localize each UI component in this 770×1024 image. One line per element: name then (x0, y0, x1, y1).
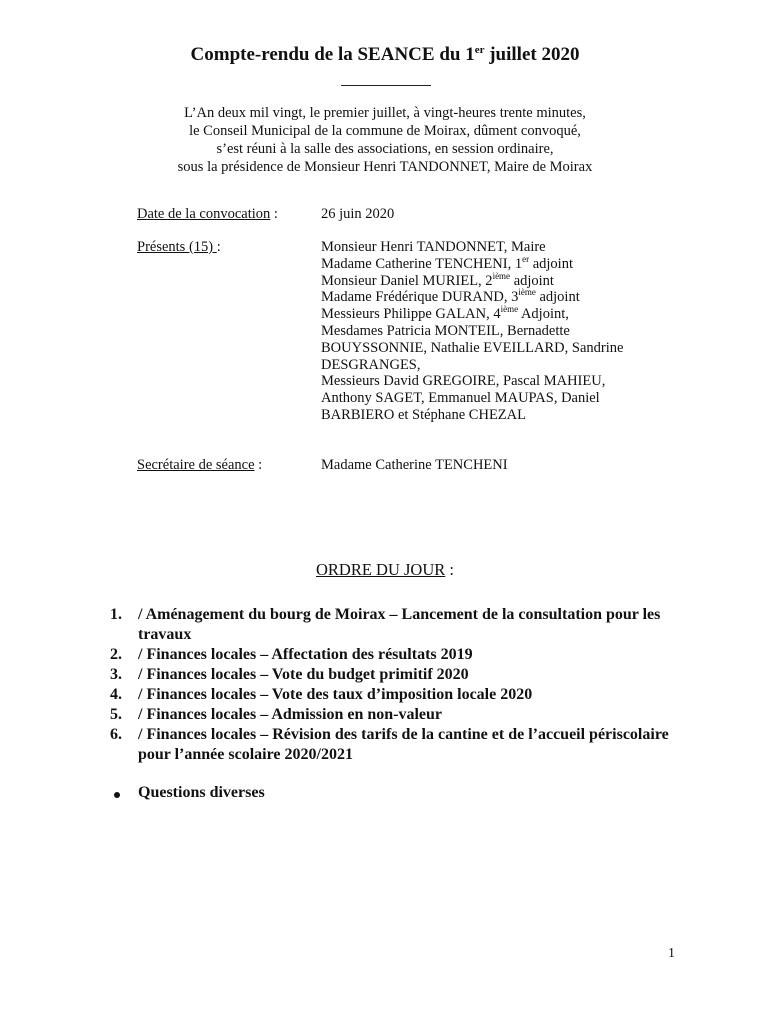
convocation-value: 26 juin 2020 (321, 206, 395, 222)
agenda-item-number: 1. (110, 606, 122, 623)
agenda-item (110, 685, 700, 705)
page-number: 1 (668, 946, 675, 961)
presents-line: Monsieur Daniel MURIEL, 2ième adjoint (321, 270, 554, 289)
agenda-item-number: 5. (110, 706, 122, 723)
agenda-item-text: / Aménagement du bourg de Moirax – Lancement de la consultation pour les travaux (138, 606, 661, 643)
title-superscript: er (474, 44, 485, 56)
questions-diverses-text: Questions diverses (138, 784, 265, 801)
intro-line: s’est réuni à la salle des associations, en session ordinaire, (216, 141, 554, 157)
title-prefix: Compte-rendu de la SEANCE du 1 (190, 44, 475, 65)
intro-paragraph (0, 104, 770, 176)
secretaire-label: Secrétaire de séance : (137, 457, 263, 473)
agenda-item-number: 4. (110, 686, 122, 703)
page-title (0, 44, 770, 66)
agenda-item (110, 605, 700, 645)
presents-line: Messieurs David GREGOIRE, Pascal MAHIEU, (321, 373, 606, 390)
title-underline-rule (341, 85, 431, 86)
agenda-item-number: 3. (110, 666, 122, 683)
presents-line: BOUYSSONNIE, Nathalie EVEILLARD, Sandrine (321, 339, 624, 356)
agenda-item-text: / Finances locales – Révision des tarifs de la cantine et de l’accueil périscolaire pour l’année scolaire 2020/2021 (138, 726, 669, 763)
presents-line: Anthony SAGET, Emmanuel MAUPAS, Daniel (321, 390, 600, 407)
presents-line: Messieurs Philippe GALAN, 4ième Adjoint, (321, 304, 569, 323)
presents-line: Monsieur Henri TANDONNET, Maire (321, 239, 546, 255)
agenda-item-number: 2. (110, 646, 122, 663)
presents-line: Madame Catherine TENCHENI, 1er adjoint (321, 253, 573, 272)
agenda-item (110, 665, 700, 685)
agenda-item-text: / Finances locales – Affectation des résultats 2019 (138, 646, 473, 663)
agenda-item-text: / Finances locales – Vote des taux d’imposition locale 2020 (138, 686, 533, 703)
presents-label: Présents (15) : (137, 239, 221, 255)
agenda-title: ORDRE DU JOUR : (316, 560, 454, 579)
presents-line: Mesdames Patricia MONTEIL, Bernadette (321, 322, 570, 339)
convocation-label: Date de la convocation : (137, 206, 278, 222)
agenda-item-number: 6. (110, 726, 122, 743)
intro-line: L’An deux mil vingt, le premier juillet, à vingt-heures trente minutes, (184, 105, 586, 121)
presents-line: DESGRANGES, (321, 356, 421, 373)
agenda-item-text: / Finances locales – Vote du budget primitif 2020 (138, 666, 469, 683)
agenda-item (110, 725, 700, 765)
intro-line: le Conseil Municipal de la commune de Moirax, dûment convoqué, (189, 123, 581, 139)
agenda-item-text: / Finances locales – Admission en non-valeur (138, 706, 443, 723)
agenda-item (110, 705, 700, 725)
agenda-list (110, 605, 700, 765)
presents-line: BARBIERO et Stéphane CHEZAL (321, 406, 526, 423)
secretaire-value: Madame Catherine TENCHENI (321, 457, 508, 473)
presents-list (321, 239, 661, 424)
presents-line: Madame Frédérique DURAND, 3ième adjoint (321, 287, 580, 306)
intro-line: sous la présidence de Monsieur Henri TANDONNET, Maire de Moirax (177, 159, 593, 175)
agenda-item (110, 645, 700, 665)
bullet-icon (114, 792, 120, 798)
title-suffix: juillet 2020 (484, 44, 580, 65)
